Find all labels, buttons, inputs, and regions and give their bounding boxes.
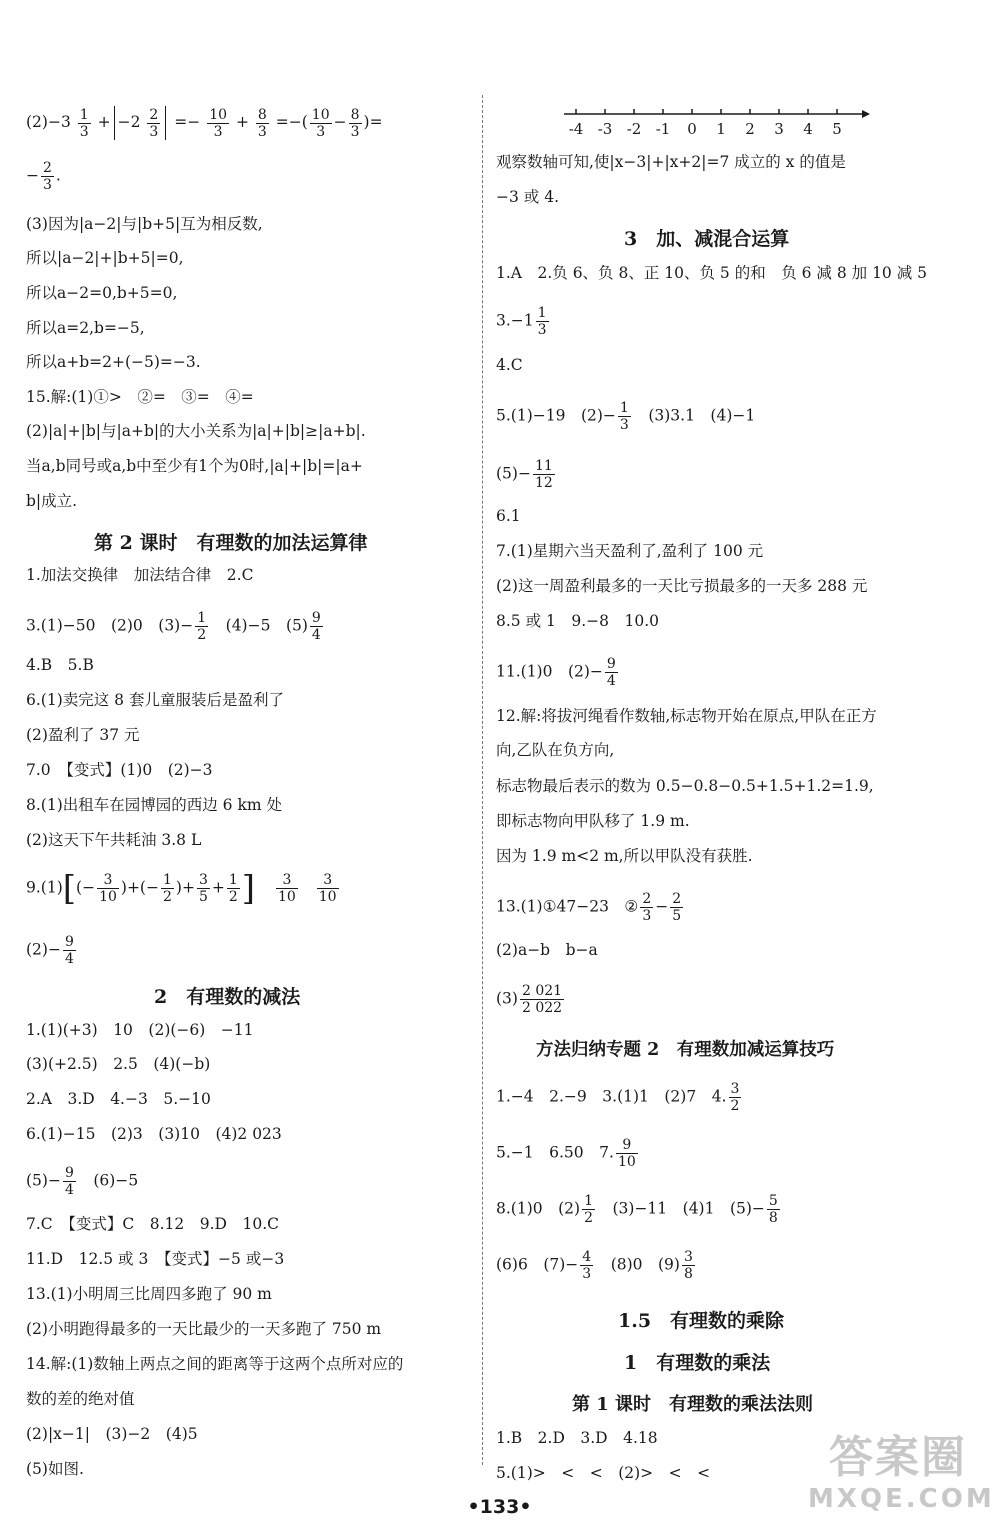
answer-line: 5.(1)−19 (2)− $\frac{1}{3}$ (3)3.1 (4)−1 [496, 400, 756, 433]
answer-line: 8.(1)0 (2) $\frac{1}{2}$ (3)−11 (4)1 (5)− $\frac{5}{8}$ [496, 1193, 778, 1226]
fraction: $\frac{3}{10}$ [318, 872, 337, 905]
answer-line: 4.C [496, 356, 523, 374]
answer-line: 向,乙队在负方向, [496, 741, 615, 759]
fraction: $\frac{1}{3}$ [537, 305, 547, 338]
answer-line: (2)这一周盈利最多的一天比亏损最多的一天多 288 元 [496, 577, 868, 595]
fraction: $\frac{3}{10}$ [277, 872, 296, 905]
answer-line: 14.解:(1)数轴上两点之间的距离等于这两个点所对应的 [26, 1355, 404, 1373]
fraction: $\frac{1}{2}$ [228, 872, 238, 905]
fraction: $\frac{1}{2}$ [197, 610, 207, 643]
answer-line: (2)|x−1| (3)−2 (4)5 [26, 1425, 198, 1443]
answer-line: 1.(1)(+3) 10 (2)(−6) −11 [26, 1021, 254, 1039]
axis-tick-label: 2 [745, 120, 755, 138]
watermark-line-1: 答案圈 [829, 1432, 967, 1483]
answer-line: 5.(1)> < < (2)> < < [496, 1464, 711, 1482]
fraction: $\frac{2 021}{2 022}$ [521, 983, 563, 1016]
fraction: $\frac{2}{3}$ [43, 160, 52, 193]
answer-line: 所以a−2=0,b+5=0, [26, 284, 178, 302]
answer-line: 当a,b同号或a,b中至少有1个为0时,|a|+|b|=|a+ [26, 457, 363, 475]
fraction: $\frac{11}{12}$ [534, 458, 553, 491]
fraction: $\frac{8}{3}$ [350, 106, 360, 140]
answer-line: 7.0 【变式】(1)0 (2)−3 [26, 761, 213, 779]
fraction: $\frac{1}{2}$ [162, 872, 172, 905]
answer-line: 8.(1)出租车在园博园的西边 6 km 处 [26, 796, 282, 814]
answer-line: 标志物最后表示的数为 0.5−0.8−0.5+1.5+1.2=1.9, [496, 777, 874, 795]
fraction: $\frac{3}{5}$ [198, 872, 208, 905]
section-heading: 1.5 有理数的乘除 [618, 1310, 785, 1332]
fraction: $\frac{3}{10}$ [99, 872, 117, 905]
answer-line: 1.−4 2.−9 3.(1)1 (2)7 4. $\frac{3}{2}$ [496, 1081, 740, 1114]
answer-line: 6.(1)卖完这 8 套儿童服装后是盈利了 [26, 691, 284, 709]
fraction: $\frac{1}{3}$ [619, 400, 629, 433]
page-number: •133• [467, 1496, 532, 1518]
watermark-logo [808, 1432, 995, 1528]
answer-line: (2)|a|+|b|与|a+b|的大小关系为|a|+|b|≥|a+b|. [26, 422, 366, 440]
abs-bar [114, 106, 115, 140]
axis-tick-label: -1 [655, 120, 671, 138]
answer-line: 13.(1)小明周三比周四多跑了 90 m [26, 1285, 272, 1303]
answer-line: (5)− $\frac{9}{4}$ (6)−5 [26, 1165, 139, 1198]
answer-line: 所以a=2,b=−5, [26, 319, 145, 337]
answer-line: 3.−1 $\frac{1}{3}$ [496, 305, 547, 338]
answer-line: −3 或 4. [496, 188, 559, 206]
fraction: $\frac{1}{2}$ [584, 1193, 593, 1226]
answer-line: 所以a+b=2+(−5)=−3. [26, 353, 201, 371]
answer-line: 2.A 3.D 4.−3 5.−10 [26, 1090, 211, 1108]
axis-tick-label: -2 [626, 120, 642, 138]
answer-line: 数的差的绝对值 [26, 1390, 135, 1408]
fraction: $\frac{3}{8}$ [683, 1249, 693, 1282]
fraction: $\frac{2}{5}$ [672, 891, 682, 924]
answer-line: 8.5 或 1 9.−8 10.0 [496, 612, 660, 630]
answer-line: 因为 1.9 m<2 m,所以甲队没有获胜. [496, 847, 753, 865]
section-heading: 3 加、减混合运算 [624, 228, 790, 250]
answer-line: 6.(1)−15 (2)3 (3)10 (4)2 023 [26, 1125, 282, 1143]
answer-line: 1.加法交换律 加法结合律 2.C [26, 566, 254, 584]
answer-line: 所以|a−2|+|b+5|=0, [26, 249, 184, 267]
fraction: $\frac{9}{4}$ [64, 1165, 74, 1198]
answer-line: 1.A 2.负 6、负 8、正 10、负 5 的和 负 6 减 8 加 10 减 5 [496, 264, 928, 282]
answer-line: 3.(1)−50 (2)0 (3)− $\frac{1}{2}$ (4)−5 (5) $\frac{9}{4}$ [26, 610, 321, 643]
section-heading: 1 有理数的乘法 [624, 1352, 771, 1374]
fraction: $\frac{2}{3}$ [642, 891, 652, 924]
section-heading: 第 2 课时 有理数的加法运算律 [94, 532, 368, 554]
section-heading: 第 1 课时 有理数的乘法法则 [572, 1394, 814, 1415]
axis-tick-label: -4 [568, 120, 584, 138]
axis-tick-label: -3 [597, 120, 613, 138]
answer-line: 7.(1)星期六当天盈利了,盈利了 100 元 [496, 542, 764, 560]
fraction: $\frac{8}{3}$ [257, 106, 267, 140]
answer-line: (3)(+2.5) 2.5 (4)(−b) [26, 1055, 211, 1073]
answer-line: (3) $\frac{2 021}{2 022}$ [496, 983, 563, 1016]
fraction: $\frac{9}{4}$ [311, 610, 321, 643]
answer-line: 11.(1)0 (2)− $\frac{9}{4}$ [496, 656, 616, 689]
answer-line: (2)−3 $\frac{1}{3}$ + −2 $\frac{2}{3}$ =− $\frac{10}{3}$ + $\frac{8}{3}$ =−( $\frac{10}{3}$ − $\frac{8}{3}$ )= [26, 106, 383, 140]
answer-line: 7.C 【变式】C 8.12 9.D 10.C [26, 1215, 279, 1233]
fraction: $\frac{2}{3}$ [149, 106, 159, 140]
answer-line: 15.解:(1)①> ②= ③= ④= [26, 388, 254, 406]
number-line [496, 98, 976, 148]
axis-tick-label: 3 [774, 120, 784, 138]
answer-line: 5.−1 6.50 7. $\frac{9}{10}$ [496, 1137, 636, 1170]
answer-line: 9.(1)[(− $\frac{3}{10}$ )+(− $\frac{1}{2}$ )+ $\frac{3}{5}$ + $\frac{1}{2}$ ] $\frac{3}{10}$ $\frac{3}{10}$ [26, 868, 337, 909]
answer-line: (6)6 (7)− $\frac{4}{3}$ (8)0 (9) $\frac{3}{8}$ [496, 1249, 693, 1282]
answer-line: 1.B 2.D 3.D 4.18 [496, 1429, 658, 1447]
axis-tick-label: 1 [716, 120, 726, 138]
fraction: $\frac{1}{3}$ [79, 106, 89, 140]
answer-line: 观察数轴可知,使|x−3|+|x+2|=7 成立的 x 的值是 [496, 153, 846, 171]
answer-line: (2)小明跑得最多的一天比最少的一天多跑了 750 m [26, 1320, 382, 1338]
fraction: $\frac{4}{3}$ [582, 1249, 592, 1282]
section-heading: 2 有理数的减法 [154, 986, 301, 1008]
watermark-line-2: MXQE.COM [808, 1484, 995, 1514]
answer-line: (3)因为|a−2|与|b+5|互为相反数, [26, 215, 263, 233]
fraction: $\frac{9}{4}$ [64, 934, 74, 967]
answer-line: 13.(1)①47−23 ② $\frac{2}{3}$ − $\frac{2}{5}$ [496, 891, 682, 924]
answer-line: 11.D 12.5 或 3 【变式】−5 或−3 [26, 1250, 285, 1268]
answer-line: 即标志物向甲队移了 1.9 m. [496, 812, 690, 830]
fraction: $\frac{10}{3}$ [311, 106, 330, 140]
answer-line: − $\frac{2}{3}$ . [26, 160, 61, 193]
answer-line: (5)如图. [26, 1460, 84, 1478]
answer-line: b|成立. [26, 492, 78, 510]
section-heading: 方法归纳专题 2 有理数加减运算技巧 [536, 1040, 835, 1060]
column-divider [482, 95, 483, 1465]
answer-line: (2)盈利了 37 元 [26, 726, 140, 744]
fraction: $\frac{10}{3}$ [209, 106, 228, 140]
answer-line: (2)a−b b−a [496, 941, 598, 959]
fraction: $\frac{9}{4}$ [606, 656, 616, 689]
fraction: $\frac{5}{8}$ [768, 1193, 778, 1226]
fraction: $\frac{3}{2}$ [730, 1081, 740, 1114]
abs-bar [165, 106, 166, 140]
fraction: $\frac{9}{10}$ [617, 1137, 636, 1170]
answer-line: 4.B 5.B [26, 656, 94, 674]
answer-line: (2)这天下午共耗油 3.8 L [26, 831, 202, 849]
axis-tick-label: 0 [687, 120, 697, 138]
axis-tick-label: 5 [832, 120, 842, 138]
answer-line: 6.1 [496, 507, 521, 525]
axis-tick-label: 4 [803, 120, 813, 138]
answer-line: (2)− $\frac{9}{4}$ [26, 934, 74, 967]
answer-line: (5)− $\frac{11}{12}$ [496, 458, 553, 491]
answer-line: 12.解:将拔河绳看作数轴,标志物开始在原点,甲队在正方 [496, 707, 877, 725]
